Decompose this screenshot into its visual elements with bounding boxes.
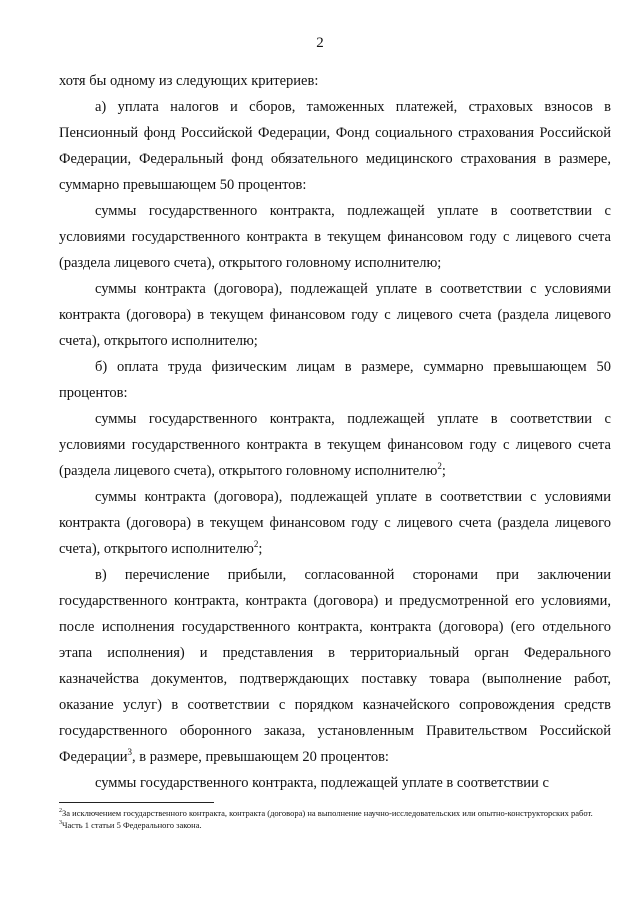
paragraph-text-tail: , в размере, превышающем 20 процентов: bbox=[131, 749, 389, 765]
paragraph-text: суммы контракта (договора), подлежащей уплате в соответствии с условиями контракта (договора) в текущем финансовом году с лицевого счета (раздела лицевого счета), открытого исполнителю bbox=[59, 489, 611, 557]
paragraph-text-tail: ; bbox=[258, 541, 263, 557]
paragraph bbox=[59, 198, 611, 276]
footnote-reference: 2 bbox=[437, 461, 442, 472]
footnote-mark: 2 bbox=[59, 808, 62, 815]
footnote-text: Часть 1 статьи 5 Федерального закона. bbox=[62, 819, 202, 830]
paragraph bbox=[59, 354, 611, 406]
footnote-text: За исключением государственного контракта, контракта (договора) на выполнение научно-исследовательских или опытно-конструкторских работ. bbox=[62, 808, 593, 818]
footnote bbox=[59, 820, 611, 832]
paragraph-text: суммы государственного контракта, подлежащей уплате в соответствии с bbox=[95, 775, 549, 791]
paragraph bbox=[59, 68, 611, 94]
footnote-mark: 3 bbox=[59, 819, 62, 826]
paragraph bbox=[59, 406, 611, 484]
paragraph-text: б) оплата труда физическим лицам в размере, суммарно превышающем 50 процентов: bbox=[59, 359, 611, 401]
paragraph-text: суммы государственного контракта, подлежащей уплате в соответствии с условиями государственного контракта в текущем финансовом году с лицевого счета (раздела лицевого счета), открытого головному исполнителю bbox=[59, 411, 611, 479]
paragraph-text: хотя бы одному из следующих критериев: bbox=[59, 73, 319, 89]
page-number: 2 bbox=[316, 35, 324, 51]
paragraph-text-tail: ; bbox=[441, 463, 446, 479]
footnote-separator bbox=[59, 802, 214, 803]
paragraph bbox=[59, 770, 611, 796]
paragraph bbox=[59, 484, 611, 562]
footnote-reference: 3 bbox=[127, 747, 132, 758]
paragraph bbox=[59, 276, 611, 354]
paragraph-text: суммы контракта (договора), подлежащей уплате в соответствии с условиями контракта (договора) в текущем финансовом году с лицевого счета (раздела лицевого счета), открытого исполнителю; bbox=[59, 281, 611, 349]
footnote-reference: 2 bbox=[253, 539, 259, 550]
paragraph-text: а) уплата налогов и сборов, таможенных платежей, страховых взносов в Пенсионный фонд Российской Федерации, Фонд социального страхования Российской Федерации, Федеральный фонд обязательного медицинского страхования в размере, суммарно превышающем 50 процентов: bbox=[59, 99, 611, 193]
document-body bbox=[59, 68, 611, 796]
paragraph bbox=[59, 562, 611, 770]
paragraph-text: суммы государственного контракта, подлежащей уплате в соответствии с условиями государственного контракта в текущем финансовом году с лицевого счета (раздела лицевого счета), открытого головному исполнителю; bbox=[59, 203, 611, 271]
paragraph bbox=[59, 94, 611, 198]
paragraph-text: в) перечисление прибыли, согласованной сторонами при заключении государственного контракта, контракта (договора) и предусмотренной его условиями, после исполнения государственного контракта, контракта (договора) (его отдельного этапа исполнения) и представления в территориальный орган Федерального казначейства документов, подтверждающих поставку товара (выполнение работ, оказание услуг) в соответствии с порядком казначейского сопровождения средств государственного оборонного заказа, установленным Правительством Российской Федерации bbox=[59, 567, 611, 765]
footnote bbox=[59, 808, 611, 820]
footnotes bbox=[59, 808, 611, 831]
